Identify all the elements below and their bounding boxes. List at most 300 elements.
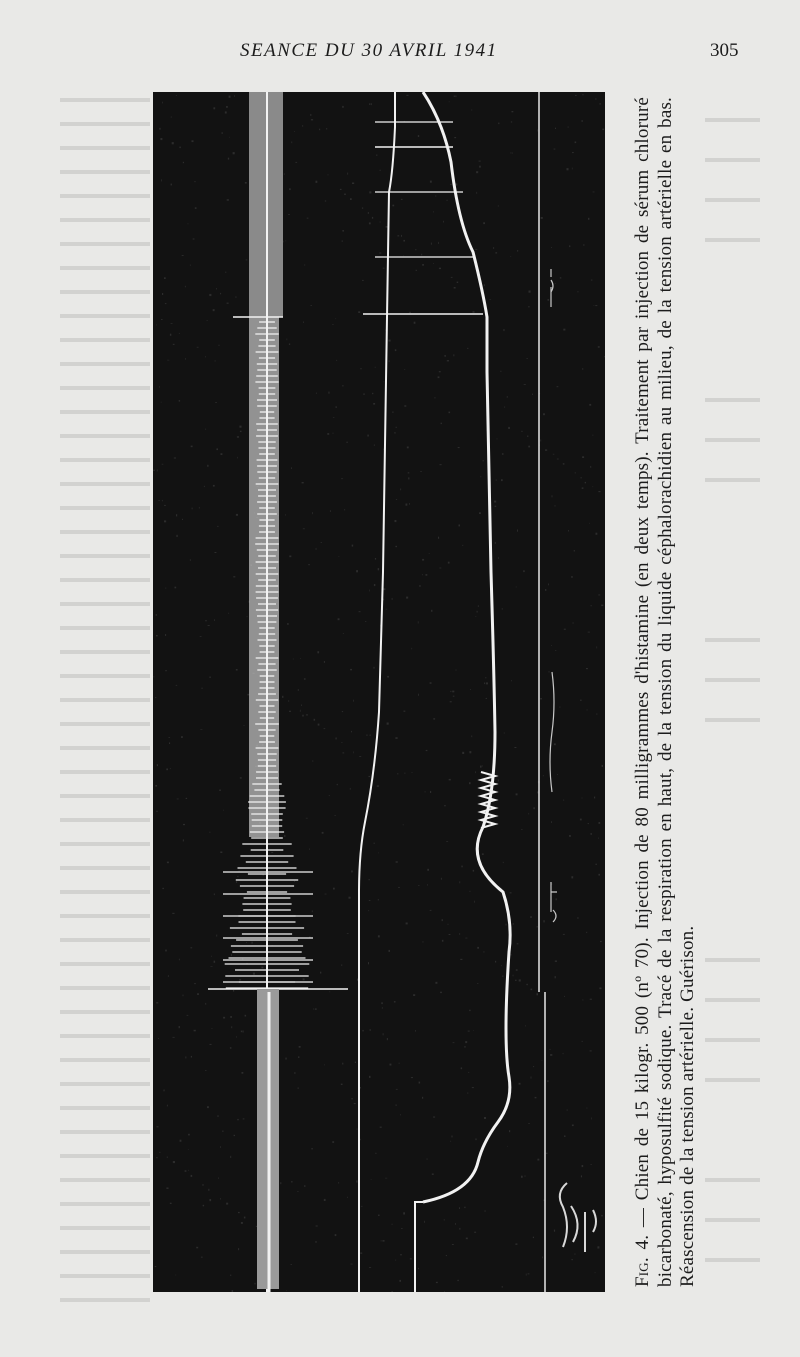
film-grain-speck <box>533 807 534 809</box>
film-grain-speck <box>581 798 582 799</box>
film-grain-speck <box>369 103 370 105</box>
film-grain-speck <box>501 966 502 967</box>
film-grain-speck <box>403 825 404 826</box>
film-grain-speck <box>516 587 517 588</box>
film-grain-speck <box>381 1240 382 1241</box>
film-grain-speck <box>563 934 565 935</box>
film-grain-speck <box>312 512 313 514</box>
film-grain-speck <box>162 102 163 104</box>
film-grain-speck <box>329 992 330 993</box>
film-grain-speck <box>597 1246 599 1248</box>
film-grain-speck <box>406 923 408 925</box>
film-grain-speck <box>511 954 512 955</box>
film-grain-speck <box>581 1041 583 1042</box>
film-grain-speck <box>346 442 347 443</box>
film-grain-speck <box>202 1184 203 1186</box>
film-grain-speck <box>280 1182 281 1184</box>
film-grain-speck <box>324 661 325 663</box>
film-grain-speck <box>369 222 371 224</box>
film-grain-speck <box>304 1185 305 1187</box>
film-grain-speck <box>546 1153 548 1154</box>
film-grain-speck <box>284 835 286 836</box>
film-grain-speck <box>406 597 408 599</box>
film-grain-speck <box>484 1117 486 1119</box>
film-grain-speck <box>403 255 404 256</box>
film-grain-speck <box>386 609 388 610</box>
film-grain-speck <box>294 881 295 882</box>
film-grain-speck <box>243 1031 244 1033</box>
film-grain-speck <box>552 495 553 497</box>
film-grain-speck <box>302 715 303 717</box>
film-grain-speck <box>200 636 202 637</box>
film-grain-speck <box>307 218 309 219</box>
film-grain-speck <box>482 853 484 855</box>
film-grain-speck <box>498 205 499 206</box>
film-grain-speck <box>322 832 324 834</box>
film-grain-speck <box>427 869 429 871</box>
film-grain-speck <box>219 790 221 792</box>
film-grain-speck <box>396 427 397 428</box>
figure-label: Fig. 4. <box>632 1234 653 1287</box>
film-grain-speck <box>291 467 292 469</box>
film-grain-speck <box>383 1240 385 1242</box>
film-grain-speck <box>282 696 283 698</box>
film-grain-speck <box>370 1029 371 1031</box>
film-grain-speck <box>170 768 171 769</box>
film-grain-speck <box>226 1203 228 1205</box>
film-grain-speck <box>341 478 343 479</box>
film-grain-speck <box>316 1226 318 1227</box>
film-grain-speck <box>196 1247 198 1249</box>
film-grain-speck <box>218 345 219 346</box>
film-grain-speck <box>180 1140 182 1142</box>
film-grain-speck <box>328 174 329 175</box>
film-grain-speck <box>173 1037 175 1038</box>
film-grain-speck <box>316 181 318 183</box>
film-grain-speck <box>470 689 471 690</box>
film-grain-speck <box>211 956 212 957</box>
film-grain-speck <box>298 1056 299 1058</box>
film-grain-speck <box>330 510 331 511</box>
film-grain-speck <box>368 212 369 214</box>
film-grain-speck <box>166 1188 168 1189</box>
film-grain-speck <box>325 201 326 202</box>
film-grain-speck <box>168 975 169 977</box>
film-grain-speck <box>473 1030 474 1031</box>
film-grain-speck <box>315 1008 317 1009</box>
film-grain-speck <box>479 161 481 162</box>
film-grain-speck <box>589 404 591 406</box>
film-grain-speck <box>216 448 218 450</box>
film-grain-speck <box>340 189 342 190</box>
film-grain-speck <box>475 1139 476 1141</box>
film-grain-speck <box>237 876 238 877</box>
film-grain-speck <box>316 393 317 394</box>
film-grain-speck <box>191 446 193 448</box>
film-grain-speck <box>513 975 514 977</box>
film-grain-speck <box>190 947 192 948</box>
film-grain-speck <box>199 507 200 509</box>
film-grain-speck <box>179 333 180 334</box>
film-grain-speck <box>306 714 308 715</box>
film-grain-speck <box>349 897 351 899</box>
film-grain-speck <box>182 255 184 256</box>
film-grain-speck <box>343 752 345 753</box>
film-grain-speck <box>194 983 196 984</box>
film-grain-speck <box>457 1280 458 1281</box>
film-grain-speck <box>523 570 525 572</box>
film-grain-speck <box>261 967 263 969</box>
film-grain-speck <box>555 650 556 651</box>
film-grain-speck <box>555 976 556 978</box>
film-grain-speck <box>498 123 499 125</box>
film-grain-speck <box>190 560 191 561</box>
film-grain-speck <box>596 533 598 535</box>
film-grain-speck <box>412 648 413 650</box>
film-grain-speck <box>514 747 516 748</box>
film-grain-speck <box>502 1286 503 1288</box>
film-grain-speck <box>156 1002 158 1003</box>
film-grain-speck <box>374 584 375 586</box>
film-grain-speck <box>335 407 337 408</box>
film-grain-speck <box>335 319 336 320</box>
film-grain-speck <box>343 633 344 634</box>
film-grain-speck <box>183 824 185 825</box>
film-grain-speck <box>169 742 170 744</box>
film-grain-speck <box>165 303 167 304</box>
film-grain-speck <box>395 1260 396 1261</box>
film-grain-speck <box>459 933 460 935</box>
film-grain-speck <box>564 996 565 997</box>
film-grain-speck <box>341 1084 343 1085</box>
film-grain-speck <box>533 1066 534 1067</box>
film-grain-speck <box>521 1176 523 1178</box>
film-grain-speck <box>504 407 505 408</box>
film-grain-speck <box>171 323 173 324</box>
film-grain-speck <box>194 182 196 183</box>
film-grain-speck <box>239 979 241 980</box>
film-grain-speck <box>353 751 354 753</box>
film-grain-speck <box>454 137 456 138</box>
film-grain-speck <box>483 460 484 461</box>
film-grain-speck <box>165 670 167 671</box>
film-grain-speck <box>581 477 582 478</box>
film-grain-speck <box>489 299 491 300</box>
film-grain-speck <box>560 277 562 278</box>
film-grain-speck <box>586 668 588 669</box>
film-grain-speck <box>231 1026 232 1028</box>
film-grain-speck <box>220 293 221 294</box>
film-grain-speck <box>465 938 467 939</box>
film-grain-speck <box>241 1031 242 1033</box>
film-grain-speck <box>201 688 202 689</box>
film-grain-speck <box>298 1191 299 1192</box>
film-grain-speck <box>395 349 397 351</box>
film-grain-speck <box>223 810 224 811</box>
film-grain-speck <box>291 142 292 144</box>
film-grain-speck <box>449 101 450 102</box>
film-grain-speck <box>495 542 496 544</box>
film-grain-speck <box>338 556 339 557</box>
film-grain-speck <box>451 277 453 278</box>
film-grain-speck <box>478 606 479 607</box>
film-grain-speck <box>598 491 600 492</box>
film-grain-speck <box>325 894 327 895</box>
film-grain-speck <box>171 116 172 117</box>
film-grain-speck <box>430 791 431 793</box>
film-grain-speck <box>380 221 381 222</box>
film-grain-speck <box>472 1087 474 1088</box>
film-grain-speck <box>214 894 215 896</box>
film-grain-speck <box>524 384 526 385</box>
film-grain-speck <box>373 403 375 405</box>
film-grain-speck <box>498 557 499 559</box>
film-grain-speck <box>466 1238 468 1240</box>
film-grain-speck <box>360 1253 362 1254</box>
film-grain-speck <box>284 173 285 175</box>
film-grain-speck <box>236 669 238 671</box>
film-grain-speck <box>226 106 228 108</box>
film-grain-speck <box>447 360 449 361</box>
film-grain-speck <box>595 305 597 306</box>
film-grain-speck <box>363 394 365 395</box>
film-grain-speck <box>215 552 217 553</box>
film-grain-speck <box>213 309 215 311</box>
film-grain-speck <box>436 1282 438 1283</box>
film-grain-speck <box>568 127 569 128</box>
film-grain-speck <box>409 312 411 313</box>
film-grain-speck <box>351 871 353 873</box>
film-grain-speck <box>380 170 381 171</box>
film-grain-speck <box>468 1031 470 1032</box>
film-grain-speck <box>471 110 472 111</box>
film-grain-speck <box>396 499 397 500</box>
film-grain-speck <box>521 431 522 432</box>
film-grain-speck <box>220 852 222 854</box>
film-grain-speck <box>286 1290 287 1291</box>
film-grain-speck <box>335 815 336 816</box>
film-grain-speck <box>575 1254 576 1255</box>
film-grain-speck <box>217 1116 219 1117</box>
film-grain-speck <box>400 1114 401 1115</box>
film-grain-speck <box>406 504 408 506</box>
film-grain-speck <box>444 1219 445 1221</box>
film-grain-speck <box>543 775 544 776</box>
film-grain-speck <box>486 698 487 699</box>
film-grain-speck <box>356 1180 357 1182</box>
film-grain-speck <box>352 545 354 547</box>
film-grain-speck <box>238 1248 239 1250</box>
film-grain-speck <box>209 677 211 678</box>
film-grain-speck <box>516 793 518 795</box>
film-grain-speck <box>582 368 583 369</box>
film-grain-speck <box>205 429 206 430</box>
film-grain-speck <box>299 1046 301 1048</box>
film-grain-speck <box>164 277 166 279</box>
film-grain-speck <box>156 614 158 615</box>
film-grain-speck <box>213 485 215 487</box>
film-grain-speck <box>394 1001 396 1002</box>
film-grain-speck <box>563 1053 564 1054</box>
film-grain-speck <box>310 305 312 306</box>
film-grain-speck <box>515 1243 517 1245</box>
film-grain-speck <box>496 480 498 481</box>
film-grain-speck <box>528 446 530 448</box>
film-grain-speck <box>309 849 310 850</box>
film-grain-speck <box>236 514 238 516</box>
film-grain-speck <box>179 400 180 402</box>
film-grain-speck <box>362 208 363 209</box>
film-grain-speck <box>397 773 398 774</box>
film-grain-speck <box>477 983 478 984</box>
film-grain-speck <box>548 299 550 301</box>
film-grain-speck <box>300 710 301 712</box>
film-grain-speck <box>179 1026 180 1028</box>
film-grain-speck <box>192 508 193 510</box>
film-grain-speck <box>324 728 326 729</box>
film-grain-speck <box>155 785 157 787</box>
film-grain-speck <box>204 486 205 487</box>
film-grain-speck <box>420 471 422 472</box>
film-grain-speck <box>422 574 423 575</box>
film-grain-speck <box>304 678 306 679</box>
film-grain-speck <box>511 680 512 681</box>
film-grain-speck <box>342 711 343 712</box>
film-grain-speck <box>358 311 360 313</box>
film-grain-speck <box>394 432 395 434</box>
film-grain-speck <box>444 1291 445 1292</box>
film-grain-speck <box>469 1010 470 1011</box>
film-grain-speck <box>422 942 424 943</box>
film-grain-speck <box>383 1033 384 1035</box>
film-grain-speck <box>159 128 160 130</box>
film-grain-speck <box>271 852 273 853</box>
film-grain-speck <box>535 1097 537 1098</box>
film-grain-speck <box>167 1105 168 1107</box>
film-grain-speck <box>179 959 180 961</box>
film-grain-speck <box>359 756 361 757</box>
film-grain-speck <box>256 1226 257 1227</box>
film-grain-speck <box>221 453 223 455</box>
film-grain-speck <box>392 205 394 207</box>
film-grain-speck <box>406 95 408 96</box>
film-grain-speck <box>484 683 485 685</box>
film-grain-speck <box>511 121 512 122</box>
film-grain-speck <box>502 453 504 454</box>
film-grain-speck <box>459 881 460 883</box>
film-grain-speck <box>161 319 162 320</box>
film-grain-speck <box>234 95 235 97</box>
film-grain-speck <box>194 1030 196 1032</box>
film-grain-speck <box>477 947 479 949</box>
film-grain-speck <box>313 760 314 762</box>
film-grain-speck <box>448 562 450 564</box>
film-grain-speck <box>456 183 458 185</box>
film-grain-speck <box>495 506 497 507</box>
film-grain-speck <box>459 525 461 527</box>
film-grain-speck <box>537 926 538 928</box>
film-grain-speck <box>347 173 348 175</box>
film-grain-speck <box>493 247 494 249</box>
film-grain-speck <box>356 570 358 572</box>
film-grain-speck <box>388 340 390 342</box>
film-grain-speck <box>462 545 463 546</box>
film-grain-speck <box>361 1206 363 1207</box>
film-grain-speck <box>441 423 442 424</box>
film-grain-speck <box>342 230 344 232</box>
film-grain-speck <box>396 861 398 862</box>
film-grain-speck <box>444 355 446 357</box>
film-grain-speck <box>418 694 419 696</box>
film-grain-speck <box>341 965 342 966</box>
film-grain-speck <box>374 444 375 446</box>
film-grain-speck <box>195 207 197 209</box>
film-grain-speck <box>567 1109 568 1110</box>
film-grain-speck <box>512 111 514 112</box>
film-grain-speck <box>173 344 175 345</box>
film-grain-speck <box>333 417 335 418</box>
film-grain-speck <box>457 282 459 283</box>
film-grain-speck <box>301 704 302 706</box>
film-grain-speck <box>419 1082 421 1084</box>
film-grain-speck <box>548 584 549 586</box>
film-grain-speck <box>227 199 229 201</box>
film-grain-speck <box>582 1165 584 1167</box>
film-grain-speck <box>578 291 579 292</box>
film-grain-speck <box>440 992 442 993</box>
film-grain-speck <box>507 396 508 398</box>
film-grain-speck <box>597 646 598 648</box>
film-grain-speck <box>236 1036 237 1037</box>
film-grain-speck <box>409 503 410 504</box>
film-grain-speck <box>501 371 502 372</box>
film-grain-speck <box>324 1064 325 1065</box>
film-grain-speck <box>413 994 415 996</box>
film-grain-speck <box>426 574 428 576</box>
film-grain-speck <box>160 138 162 140</box>
film-grain-speck <box>317 651 319 653</box>
film-grain-speck <box>243 1118 245 1119</box>
film-grain-speck <box>303 978 305 980</box>
film-grain-speck <box>583 999 584 1000</box>
film-grain-speck <box>553 454 555 455</box>
film-grain-speck <box>494 501 496 503</box>
film-grain-speck <box>289 188 291 190</box>
film-grain-speck <box>453 696 455 697</box>
film-grain-speck <box>225 111 227 113</box>
film-grain-speck <box>475 616 476 617</box>
film-grain-speck <box>313 1009 314 1010</box>
film-grain-speck <box>369 900 371 901</box>
film-grain-speck <box>526 1274 527 1276</box>
film-grain-speck <box>482 766 483 767</box>
film-grain-speck <box>155 1266 157 1267</box>
film-grain-speck <box>422 559 424 561</box>
film-grain-speck <box>389 950 391 952</box>
film-grain-speck <box>594 305 595 306</box>
film-grain-speck <box>335 1234 337 1236</box>
film-grain-speck <box>590 606 592 607</box>
film-grain-speck <box>185 286 186 288</box>
film-grain-speck <box>455 1223 456 1225</box>
film-grain-speck <box>234 1135 235 1136</box>
page-number: 305 <box>710 40 739 61</box>
film-grain-speck <box>438 242 439 244</box>
film-grain-speck <box>241 1222 243 1224</box>
film-grain-speck <box>230 1156 231 1158</box>
film-grain-speck <box>237 436 239 438</box>
film-grain-speck <box>390 1064 392 1066</box>
